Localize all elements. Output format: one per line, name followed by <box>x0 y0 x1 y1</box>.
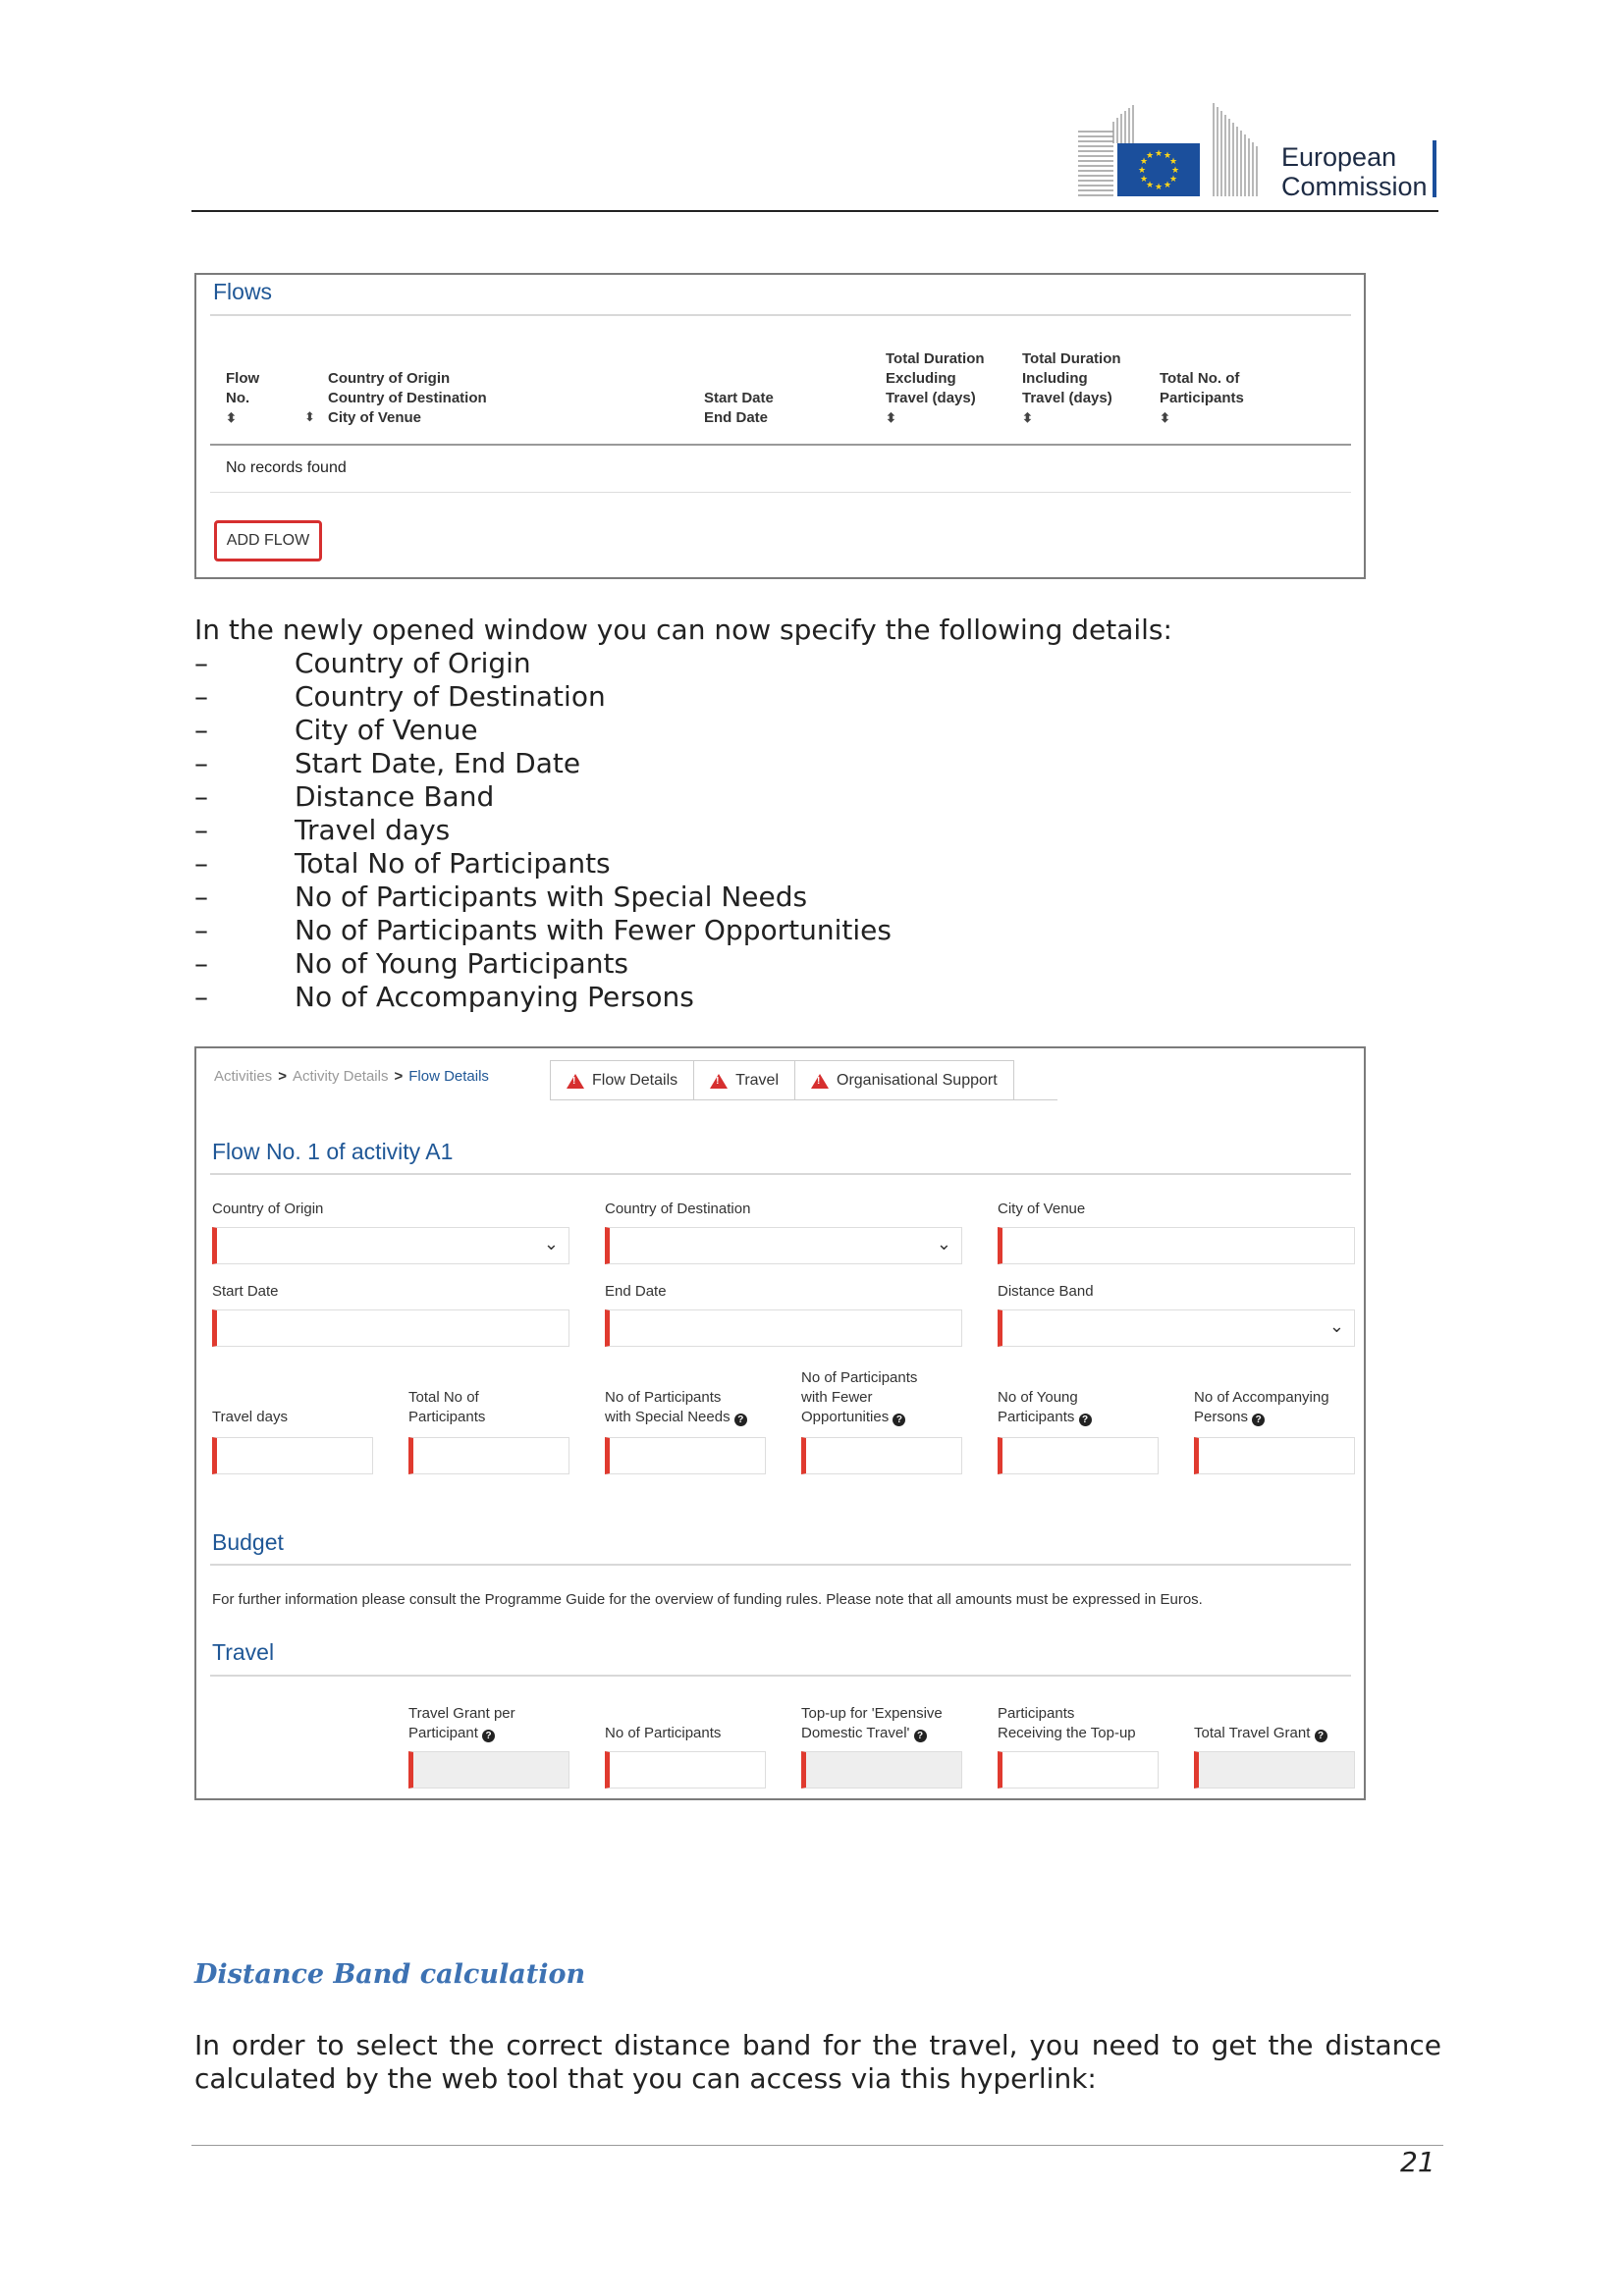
tab-organisational-support[interactable]: ! Organisational Support <box>795 1061 1013 1100</box>
topup-readonly <box>801 1751 962 1789</box>
sort-icon[interactable]: ⬍ <box>1160 410 1170 425</box>
chevron-right-icon: > <box>278 1068 287 1085</box>
young-participants-input[interactable] <box>998 1437 1159 1474</box>
total-travel-grant-readonly <box>1194 1751 1355 1789</box>
flows-title-rule <box>210 314 1351 316</box>
flow-details-panel <box>194 1046 1366 1800</box>
start-date-input[interactable] <box>212 1309 569 1347</box>
svg-text:★: ★ <box>1163 181 1172 190</box>
svg-text:★: ★ <box>1145 181 1155 190</box>
closing-paragraph: In order to select the correct distance band for the travel, you need to get the distance calculated by the web tool that you can access via this hyperlink: <box>194 2029 1441 2095</box>
flow-title: Flow No. 1 of activity A1 <box>212 1139 454 1164</box>
topup-label: Top-up for 'Expensive Domestic Travel' ? <box>801 1705 943 1741</box>
section-heading: Distance Band calculation <box>194 1959 586 1990</box>
col-dates[interactable]: Start Date End Date <box>704 390 774 426</box>
total-participants-label: Total No of Participants <box>408 1389 486 1425</box>
list-item-text: Total No of Participants <box>295 847 611 880</box>
chevron-down-icon: ⌄ <box>543 1234 559 1254</box>
svg-text:★: ★ <box>1168 157 1178 167</box>
col-origin-destination-venue[interactable]: Country of Origin Country of Destination City of Venue <box>328 370 487 426</box>
travel-participants-input[interactable] <box>605 1751 766 1789</box>
accompanying-persons-input[interactable] <box>1194 1437 1355 1474</box>
intro-paragraph: In the newly opened window you can now specify the following details: <box>194 614 1172 646</box>
svg-text:★: ★ <box>1139 175 1149 185</box>
bullet-dash: – <box>194 881 208 913</box>
start-date-label: Start Date <box>212 1283 279 1300</box>
help-icon[interactable]: ? <box>1252 1414 1265 1426</box>
help-icon[interactable]: ? <box>914 1730 927 1742</box>
svg-text:★: ★ <box>1170 166 1180 176</box>
warning-icon <box>811 1074 829 1089</box>
warning-icon <box>710 1074 728 1089</box>
topup-recipients-label: Participants Receiving the Top-up <box>998 1705 1136 1741</box>
bullet-dash: – <box>194 747 208 779</box>
chevron-right-icon: > <box>394 1068 404 1085</box>
svg-text:★: ★ <box>1154 183 1164 192</box>
sort-icon[interactable]: ⬍ <box>226 410 237 425</box>
distance-band-select[interactable] <box>998 1309 1355 1347</box>
col-duration-including[interactable]: Total Duration Including Travel (days) ⬍ <box>1022 349 1121 428</box>
country-of-destination-select[interactable] <box>605 1227 962 1264</box>
svg-text:★: ★ <box>1139 157 1149 167</box>
budget-title: Budget <box>212 1529 284 1555</box>
travel-grant-readonly <box>408 1751 569 1789</box>
list-item-text: No of Accompanying Persons <box>295 981 694 1013</box>
travel-title: Travel <box>212 1639 275 1665</box>
table-bottom-rule <box>210 492 1351 493</box>
chevron-down-icon: ⌄ <box>936 1234 951 1254</box>
flows-title: Flows <box>213 279 273 304</box>
page-number: 21 <box>1400 2146 1435 2178</box>
svg-text:★: ★ <box>1168 175 1178 185</box>
young-participants-label: No of Young Participants ? <box>998 1388 1092 1427</box>
bullet-dash: – <box>194 714 208 746</box>
destination-label: Country of Destination <box>605 1201 751 1217</box>
travel-participants-label: No of Participants <box>605 1725 722 1741</box>
list-item-text: Start Date, End Date <box>295 747 581 779</box>
total-participants-input[interactable] <box>408 1437 569 1474</box>
list-item-text: Country of Origin <box>295 647 531 679</box>
breadcrumb-activities[interactable]: Activities <box>214 1068 273 1085</box>
col-duration-excluding[interactable]: Total Duration Excluding Travel (days) ⬍ <box>886 349 985 428</box>
sort-icon[interactable]: ⬍ <box>1022 410 1033 425</box>
fewer-opportunities-input[interactable] <box>801 1437 962 1474</box>
flows-panel <box>194 273 1366 579</box>
budget-title-rule <box>210 1564 1351 1566</box>
chevron-down-icon: ⌄ <box>1328 1316 1344 1336</box>
help-icon[interactable]: ? <box>734 1414 747 1426</box>
distance-band-label: Distance Band <box>998 1283 1094 1300</box>
list-item-text: City of Venue <box>295 714 478 746</box>
tab-travel[interactable]: ! Travel <box>694 1061 795 1100</box>
end-date-input[interactable] <box>605 1309 962 1347</box>
tab-bar <box>550 1060 1014 1100</box>
fewer-opportunities-label: No of Participants with Fewer Opportunities ? <box>801 1369 918 1425</box>
list-item-text: No of Young Participants <box>295 947 629 980</box>
col-total-participants[interactable]: Total No. of Participants ⬍ <box>1160 369 1244 428</box>
list-item-text: No of Participants with Special Needs <box>295 881 808 913</box>
table-header-rule <box>210 444 1351 446</box>
help-icon[interactable]: ? <box>1079 1414 1092 1426</box>
logo-accent-bar <box>1433 140 1436 197</box>
travel-grant-label: Travel Grant per Participant ? <box>408 1705 515 1741</box>
bullet-dash: – <box>194 947 208 980</box>
end-date-label: End Date <box>605 1283 667 1300</box>
travel-title-rule <box>210 1675 1351 1677</box>
accompanying-persons-label: No of Accompanying Persons ? <box>1194 1389 1329 1425</box>
country-of-origin-select[interactable] <box>212 1227 569 1264</box>
total-travel-grant-label: Total Travel Grant ? <box>1194 1724 1327 1743</box>
bullet-dash: – <box>194 680 208 713</box>
flow-title-rule <box>210 1173 1351 1175</box>
special-needs-label: No of Participants with Special Needs ? <box>605 1388 747 1427</box>
sort-icon[interactable]: ⬍ <box>304 409 315 424</box>
add-flow-button[interactable]: ADD FLOW <box>214 520 322 561</box>
tab-bar-baseline <box>550 1099 1057 1100</box>
svg-text:★: ★ <box>1163 151 1172 161</box>
logo-wordmark: European Commission <box>1281 142 1428 201</box>
col-flow-no[interactable]: Flow No. ⬍ <box>226 369 259 428</box>
header-divider <box>191 210 1438 212</box>
special-needs-input[interactable] <box>605 1437 766 1474</box>
bullet-dash: – <box>194 914 208 946</box>
help-icon[interactable]: ? <box>482 1730 495 1742</box>
bullet-dash: – <box>194 780 208 813</box>
origin-label: Country of Origin <box>212 1201 324 1217</box>
svg-text:★: ★ <box>1145 151 1155 161</box>
list-item-text: Travel days <box>295 814 451 846</box>
tab-flow-details[interactable]: ! Flow Details <box>551 1061 694 1100</box>
svg-text:★: ★ <box>1137 166 1147 176</box>
breadcrumb-activity-details[interactable]: Activity Details <box>292 1068 389 1085</box>
bullet-dash: – <box>194 847 208 880</box>
travel-days-label: Travel days <box>212 1409 288 1425</box>
footer-divider <box>191 2145 1443 2146</box>
venue-label: City of Venue <box>998 1201 1086 1217</box>
help-icon[interactable]: ? <box>1315 1730 1327 1742</box>
no-records-message: No records found <box>226 459 347 476</box>
budget-note: For further information please consult the Programme Guide for the overview of funding rules. Please note that all amounts must be expressed in Euros. <box>212 1591 1203 1608</box>
list-item-text: Distance Band <box>295 780 495 813</box>
warning-icon <box>567 1074 584 1089</box>
bullet-dash: – <box>194 814 208 846</box>
bullet-dash: – <box>194 981 208 1013</box>
travel-days-input[interactable] <box>212 1437 373 1474</box>
list-item-text: No of Participants with Fewer Opportunities <box>295 914 892 946</box>
svg-text:★: ★ <box>1154 149 1164 159</box>
list-item-text: Country of Destination <box>295 680 606 713</box>
bullet-dash: – <box>194 647 208 679</box>
breadcrumb <box>214 1068 489 1085</box>
topup-recipients-input[interactable] <box>998 1751 1159 1789</box>
breadcrumb-flow-details[interactable]: Flow Details <box>408 1068 489 1085</box>
sort-icon[interactable]: ⬍ <box>886 410 896 425</box>
city-of-venue-input[interactable] <box>998 1227 1355 1264</box>
help-icon[interactable]: ? <box>893 1414 905 1426</box>
